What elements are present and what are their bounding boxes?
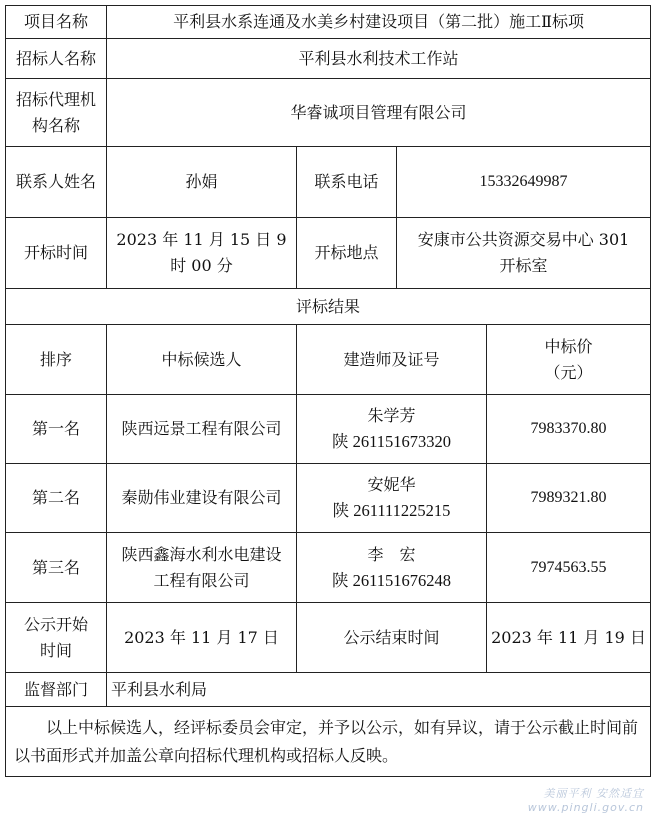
agency-value: 华睿诚项目管理有限公司: [107, 79, 651, 147]
watermark-url: www.pingli.gov.cn: [527, 801, 644, 814]
project-name-label: 项目名称: [6, 6, 107, 39]
col-price-header: 中标价（元）: [487, 325, 651, 395]
notice-cell: [6, 707, 651, 777]
rank-cell: 第二名: [6, 464, 107, 533]
company-cell: 秦勋伟业建设有限公司: [107, 464, 297, 533]
builder-id: 陕 261151673320: [331, 432, 451, 451]
site-watermark: [528, 787, 644, 815]
publicity-end-value: 2023 年 11 月 19 日: [487, 603, 651, 673]
phone-label: 联系电话: [297, 147, 397, 218]
publicity-start-value: 2023 年 11 月 17 日: [107, 603, 297, 673]
publicity-row: [6, 603, 651, 673]
notice-text: 以上中标候选人，经评标委员会审定，并予以公示，如有异议，请于公示截止时间前以书面形式并加盖公章向招标代理机构或招标人反映。: [14, 717, 639, 765]
table-row: [6, 533, 651, 603]
builder-cell: [297, 533, 487, 603]
results-title-row: [6, 289, 651, 325]
supervision-label: 监督部门: [6, 673, 107, 707]
builder-name: 李 宏: [367, 544, 416, 564]
notice-row: [6, 707, 651, 777]
tenderer-value: 平利县水利技术工作站: [107, 39, 651, 79]
contact-label: 联系人姓名: [6, 147, 107, 218]
price-cell: 7974563.55: [487, 533, 651, 603]
project-name-row: [6, 6, 651, 39]
bid-result-table: [5, 5, 651, 777]
col-company-header: 中标候选人: [107, 325, 297, 395]
open-place-label: 开标地点: [297, 218, 397, 289]
builder-name: 朱学芳: [367, 406, 416, 425]
contact-value: 孙娟: [107, 147, 297, 218]
agency-label: 招标代理机构名称: [6, 79, 107, 147]
company-cell: 陕西远景工程有限公司: [107, 395, 297, 464]
agency-row: [6, 79, 651, 147]
phone-value: 15332649987: [397, 147, 651, 218]
open-time-row: [6, 218, 651, 289]
builder-name: 安妮华: [367, 475, 416, 494]
supervision-row: [6, 673, 651, 707]
open-time-label: 开标时间: [6, 218, 107, 289]
open-place-value: 安康市公共资源交易中心 301 开标室: [397, 218, 651, 289]
builder-id: 陕 261151676248: [331, 570, 451, 590]
col-rank-header: 排序: [6, 325, 107, 395]
watermark-slogan: 美丽平利 安然适宜: [543, 787, 644, 800]
publicity-end-label: 公示结束时间: [297, 603, 487, 673]
price-cell: 7989321.80: [487, 464, 651, 533]
rank-cell: 第一名: [6, 395, 107, 464]
supervision-value: 平利县水利局: [107, 673, 651, 707]
builder-cell: [297, 464, 487, 533]
tenderer-label: 招标人名称: [6, 39, 107, 79]
results-section-title: 评标结果: [6, 289, 651, 325]
project-name-value: 平利县水系连通及水美乡村建设项目（第二批）施工Ⅱ标项: [107, 6, 651, 39]
contact-row: [6, 147, 651, 218]
company-cell: 陕西鑫海水利水电建设工程有限公司: [107, 533, 297, 603]
price-cell: 7983370.80: [487, 395, 651, 464]
table-row: [6, 395, 651, 464]
builder-id: 陕 261111225215: [332, 501, 451, 520]
publicity-start-label: 公示开始时间: [6, 603, 107, 673]
tenderer-row: [6, 39, 651, 79]
builder-cell: [297, 395, 487, 464]
open-time-value: 2023 年 11 月 15 日 9 时 00 分: [107, 218, 297, 289]
table-row: [6, 464, 651, 533]
results-header-row: [6, 325, 651, 395]
col-builder-header: 建造师及证号: [297, 325, 487, 395]
rank-cell: 第三名: [6, 533, 107, 603]
